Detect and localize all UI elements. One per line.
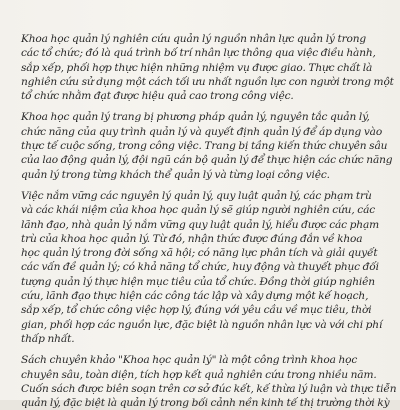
text-line: trù của khoa học quản lý. Từ đó, nhận thức được đúng đắn về khoa [21,232,363,245]
text-line: của lao động quản lý, đội ngũ cán bộ quản lý để thực hiện các chức năng [21,154,393,167]
text-line: Khoa học quản lý trang bị phương pháp quản lý, nguyên tắc quản lý, [21,111,370,124]
text-line: quản lý trong từng khách thể quản lý và từng loại công việc. [21,168,330,181]
text-line: thực tế cuộc sống, trong công việc. Trang bị tầng kiến thức chuyên sâu [21,140,388,153]
text-line: sắp xếp, tổ chức công việc hợp lý, đúng với yêu cầu về mục tiêu, thời [21,304,372,317]
text-line: các vấn đề quản lý; có khả năng tổ chức, huy động và thuyết phục đối [21,261,379,274]
text-line: thấp nhất. [21,332,75,345]
text-line: sắp xếp, phối hợp thực hiện những nhiệm vụ được giao. Thực chất là [21,61,373,74]
text-line: Khoa học quản lý nghiên cứu quản lý nguồn nhân lực quản lý trong [21,33,367,45]
text-line: và các khái niệm của khoa học quản lý sẽ giúp người nghiên cứu, các [21,204,376,217]
text-line: Việc nắm vững các nguyên lý quản lý, quy luật quản lý, các phạm trù [21,189,372,202]
paragraph-3 [21,189,387,346]
body-text [21,32,397,410]
paragraph-1 [21,32,394,103]
paragraph-4 [21,353,397,410]
text-line: gian, phối hợp các nguồn lực, đặc biệt là nguồn nhân lực và với chi phí [21,318,383,331]
text-line: chuyên sâu, toàn diện, tích hợp kết quả nghiên cứu trong nhiều năm. [21,368,377,381]
text-line: cứu, lãnh đạo thực hiện các công tác lập và xây dựng một kế hoạch, [21,290,369,303]
paragraph-2 [21,110,393,181]
text-line: học quản lý trong đời sống xã hội; có năng lực phân tích và giải quyết [21,247,378,260]
text-line: lãnh đạo, nhà quản lý nắm vững quy luật quản lý, hiểu được các phạm [21,218,380,231]
text-line: các tổ chức; đó là quá trình bố trí nhân lực thông qua việc điều hành, [21,47,376,60]
text-line: tổ chức nhằm đạt được hiệu quả cao trong công việc. [21,90,294,103]
text-line: Sách chuyên khảo "Khoa học quản lý" là một công trình khoa học [21,354,358,367]
text-line: chức năng của quy trình quản lý và quyết định quản lý để áp dụng vào [21,125,383,138]
text-line: tượng quản lý thực hiện mục tiêu của tổ chức. Đồng thời giúp nghiên [21,275,375,288]
text-line: quản lý, đặc biệt là quản lý trong bối cảnh nền kinh tế thị trường thời kỳ [21,397,390,410]
text-line: nghiên cứu sử dụng một cách tối ưu nhất nguồn lực con người trong một [21,75,394,88]
text-line: Cuốn sách được biên soạn trên cơ sở đúc kết, kế thừa lý luận và thực tiễn [21,382,397,395]
